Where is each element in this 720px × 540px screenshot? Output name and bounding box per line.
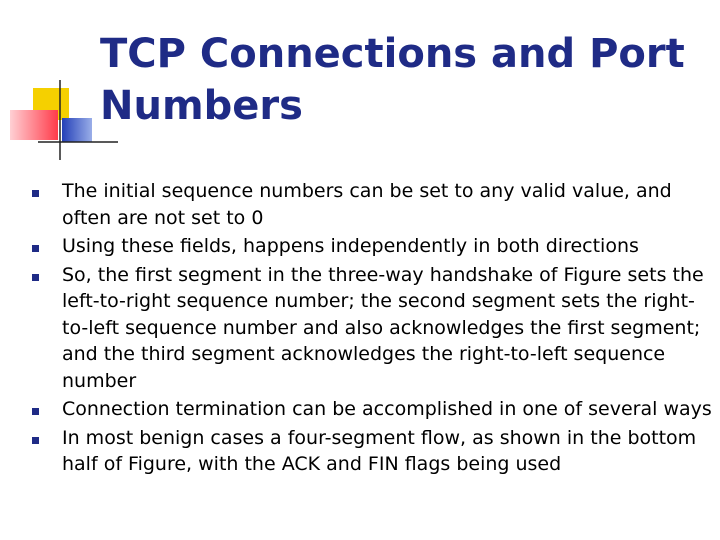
bullet-text: So, the first segment in the three-way handshake of Figure sets the left-to-right sequence number; the second segment sets the right-to-left sequence number and also acknowledges the first segment; and the third segment acknowledges the right-to-left sequence number [62, 263, 704, 392]
bullet-text: The initial sequence numbers can be set to any valid value, and often are not set to 0 [62, 180, 672, 229]
slide-title: TCP Connections and Port Numbers [100, 31, 685, 129]
bullet-item [32, 178, 716, 231]
bullet-item [32, 396, 716, 423]
bullet-item [32, 262, 716, 395]
square-bullet-icon [32, 437, 39, 444]
square-bullet-icon [32, 245, 39, 252]
square-bullet-icon [32, 274, 39, 281]
bullet-text: Connection termination can be accomplished in one of several ways [62, 398, 712, 420]
bullet-text: Using these fields, happens independently in both directions [62, 235, 639, 257]
square-bullet-icon [32, 190, 39, 197]
bullet-item [32, 233, 716, 260]
square-bullet-icon [32, 408, 39, 415]
logo-blue-rect [62, 118, 92, 142]
bullet-item [32, 425, 716, 478]
logo-red-rect [10, 110, 58, 140]
bullet-text: In most benign cases a four-segment flow, as shown in the bottom half of Figure, with the ACK and FIN flags being used [62, 426, 697, 475]
bullet-list [32, 178, 716, 480]
